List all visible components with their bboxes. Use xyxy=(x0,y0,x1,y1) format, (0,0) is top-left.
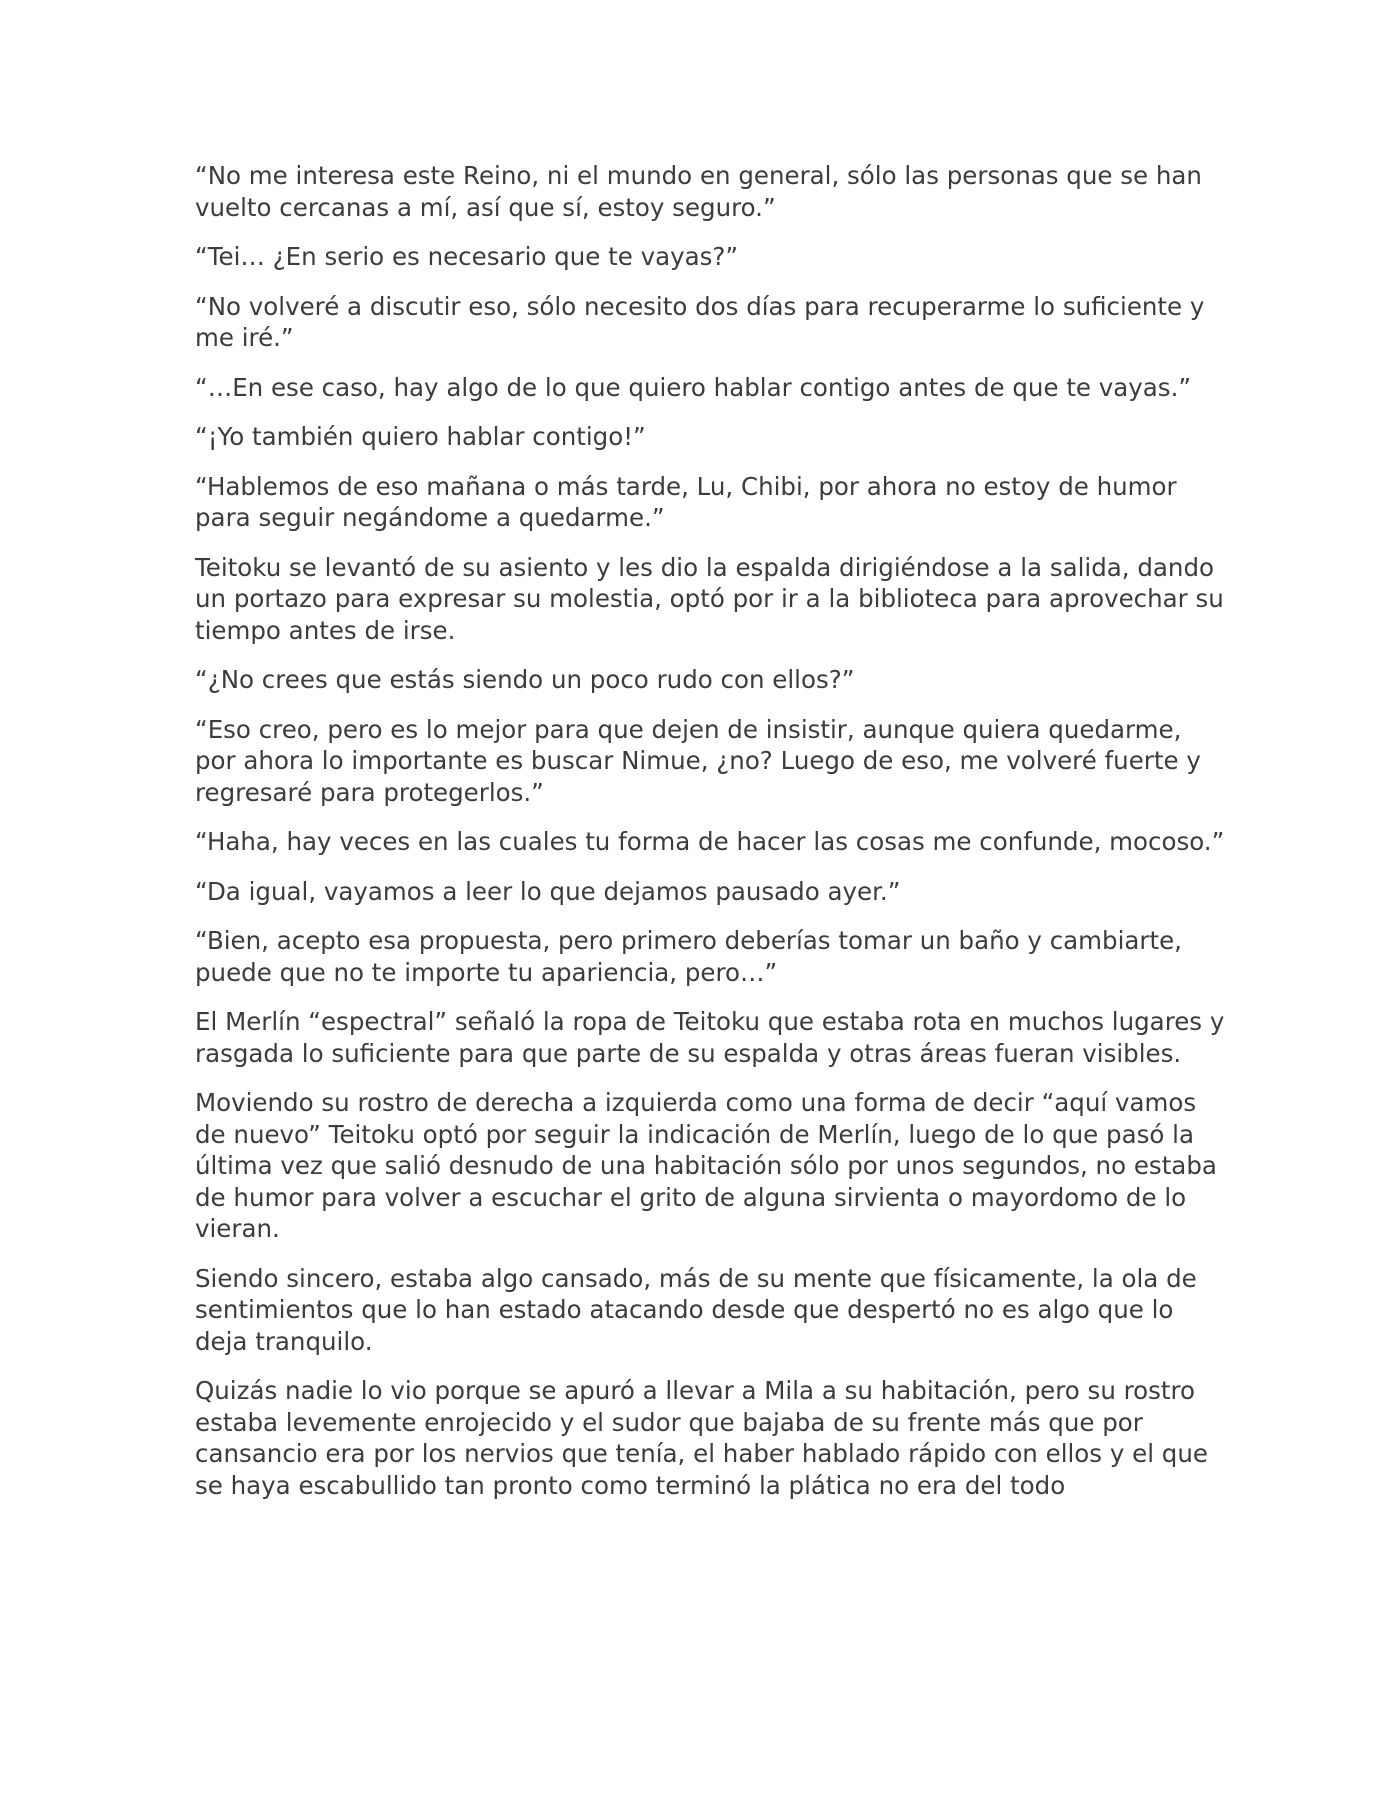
paragraph: “No volveré a discutir eso, sólo necesito dos días para recuperarme lo suficiente y me iré.” xyxy=(195,291,1205,352)
paragraph: “Tei… ¿En serio es necesario que te vayas?” xyxy=(195,242,739,271)
paragraph: “¡Yo también quiero hablar contigo!” xyxy=(195,422,646,451)
paragraph: “No me interesa este Reino, ni el mundo en general, sólo las personas que se han vuelto cercanas a mí, así que sí, estoy seguro.” xyxy=(195,161,1202,222)
paragraph: “Eso creo, pero es lo mejor para que dejen de insistir, aunque quiera quedarme, por ahora lo importante es buscar Nimue, ¿no? Luego de eso, me volveré fuerte y regresaré para protegerlos.” xyxy=(195,714,1201,807)
paragraph: “…En ese caso, hay algo de lo que quiero hablar contigo antes de que te vayas.” xyxy=(195,372,1192,402)
paragraph: “Haha, hay veces en las cuales tu forma de hacer las cosas me confunde, mocoso.” xyxy=(195,827,1225,856)
paragraph: “Bien, acepto esa propuesta, pero primero deberías tomar un baño y cambiarte, puede que no te importe tu apariencia, pero…” xyxy=(195,926,1182,987)
paragraph: El Merlín “espectral” señaló la ropa de Teitoku que estaba rota en muchos lugares y rasgada lo suficiente para que parte de su espalda y otras áreas fueran visibles. xyxy=(195,1007,1225,1068)
document-body xyxy=(195,160,1225,1519)
paragraph: “Da igual, vayamos a leer lo que dejamos pausado ayer.” xyxy=(195,876,901,906)
paragraph: Quizás nadie lo vio porque se apuró a llevar a Mila a su habitación, pero su rostro estaba levemente enrojecido y el sudor que bajaba de su frente más que por cansancio era por los nervios que tenía, el haber hablado rápido con ellos y el que se haya escabullido tan pronto como terminó la plática no era del todo xyxy=(195,1376,1208,1500)
paragraph: Teitoku se levantó de su asiento y les dio la espalda dirigiéndose a la salida, dando un portazo para expresar su molestia, optó por ir a la biblioteca para aprovechar su tiempo antes de irse. xyxy=(195,552,1224,645)
paragraph: Siendo sincero, estaba algo cansado, más de su mente que físicamente, la ola de sentimientos que lo han estado atacando desde que despertó no es algo que lo deja tranquilo. xyxy=(195,1263,1197,1356)
paragraph: “¿No crees que estás siendo un poco rudo con ellos?” xyxy=(195,665,855,694)
paragraph: Moviendo su rostro de derecha a izquierda como una forma de decir “aquí vamos de nuevo” Teitoku optó por seguir la indicación de Merlín, luego de lo que pasó la última vez que salió desnudo de una habitación sólo por unos segundos, no estaba de humor para volver a escuchar el grito de alguna sirvienta o mayordomo de lo vieran. xyxy=(195,1088,1217,1243)
paragraph: “Hablemos de eso mañana o más tarde, Lu, Chibi, por ahora no estoy de humor para seguir negándome a quedarme.” xyxy=(195,471,1177,532)
